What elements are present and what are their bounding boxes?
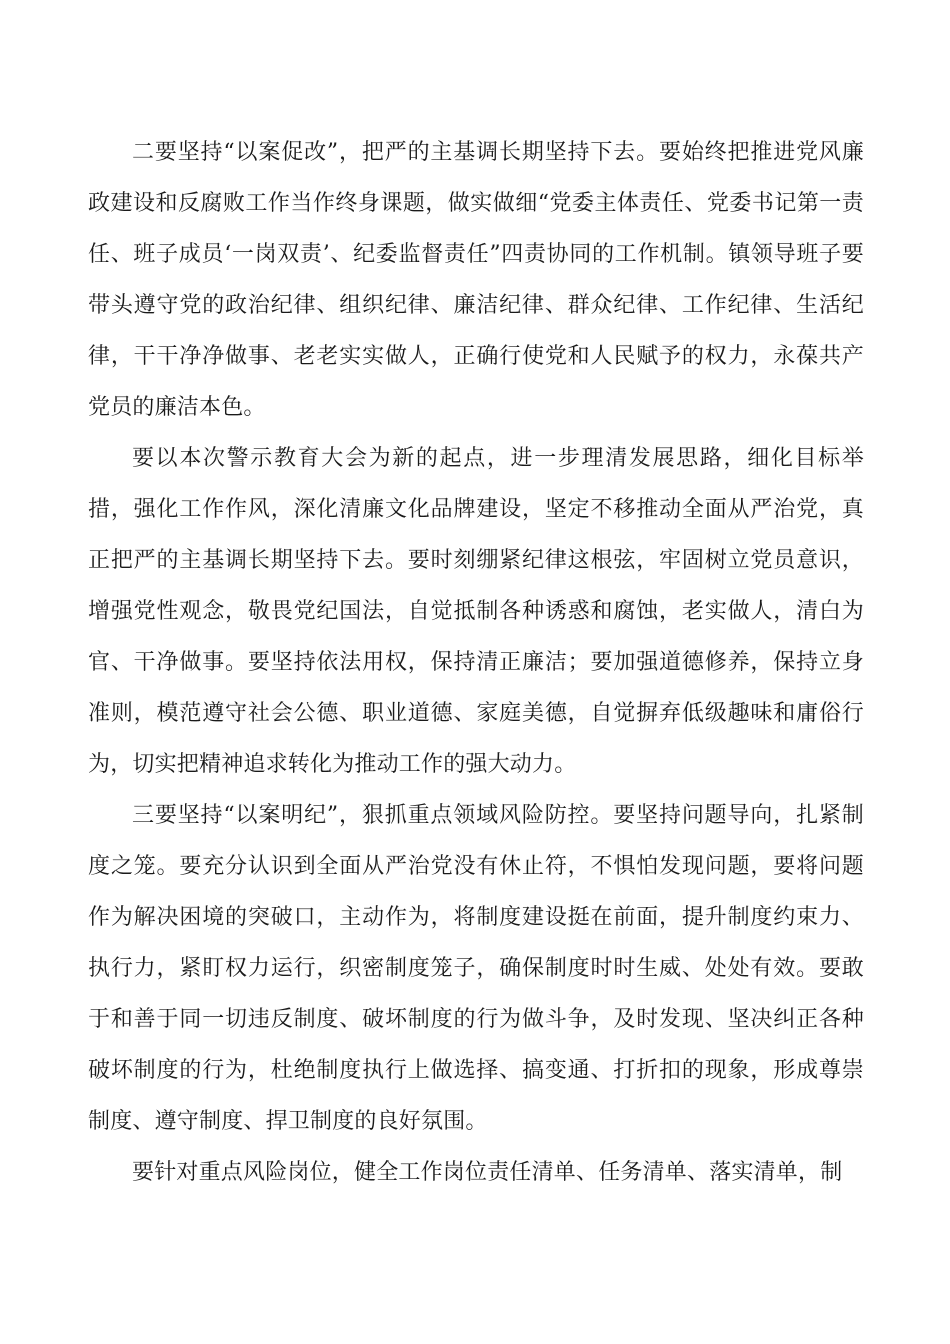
paragraph-2: 要以本次警示教育大会为新的起点，进一步理清发展思路，细化目标举措，强化工作作风，深化清廉文化品牌建设，坚定不移推动全面从严治党，真正把严的主基调长期坚持下去。要时刻绷紧纪律这根弦，牢固树立党员意识，增强党性观念，敬畏党纪国法，自觉抵制各种诱惑和腐蚀，老实做人，清白为官、干净做事。要坚持依法用权，保持清正廉洁；要加强道德修养，保持立身准则，模范遵守社会公德、职业道德、家庭美德，自觉摒弃低级趣味和庸俗行为，切实把精神追求转化为推动工作的强大动力。 — [88, 446, 864, 777]
paragraph-3: 三要坚持“以案明纪”，狠抓重点领域风险防控。要坚持问题导向，扎紧制度之笼。要充分认识到全面从严治党没有休止符，不惧怕发现问题，要将问题作为解决困境的突破口，主动作为，将制度建设挺在前面，提升制度约束力、执行力，紧盯权力运行，织密制度笼子，确保制度时时生威、处处有效。要敢于和善于同一切违反制度、破坏制度的行为做斗争，及时发现、坚决纠正各种破坏制度的行为，杜绝制度执行上做选择、搞变通、打折扣的现象，形成尊崇制度、遵守制度、捍卫制度的良好氛围。 — [88, 803, 864, 1134]
paragraph-4: 要针对重点风险岗位，健全工作岗位责任清单、任务清单、落实清单，制 — [132, 1160, 843, 1185]
document-body — [88, 127, 864, 1198]
paragraph-1: 二要坚持“以案促改”，把严的主基调长期坚持下去。要始终把推进党风廉政建设和反腐败工作当作终身课题，做实做细“党委主体责任、党委书记第一责任、班子成员‘一岗双责’、纪委监督责任”四责协同的工作机制。镇领导班子要带头遵守党的政治纪律、组织纪律、廉洁纪律、群众纪律、工作纪律、生活纪律，干干净净做事、老老实实做人，正确行使党和人民赋予的权力，永葆共产党员的廉洁本色。 — [88, 140, 864, 420]
